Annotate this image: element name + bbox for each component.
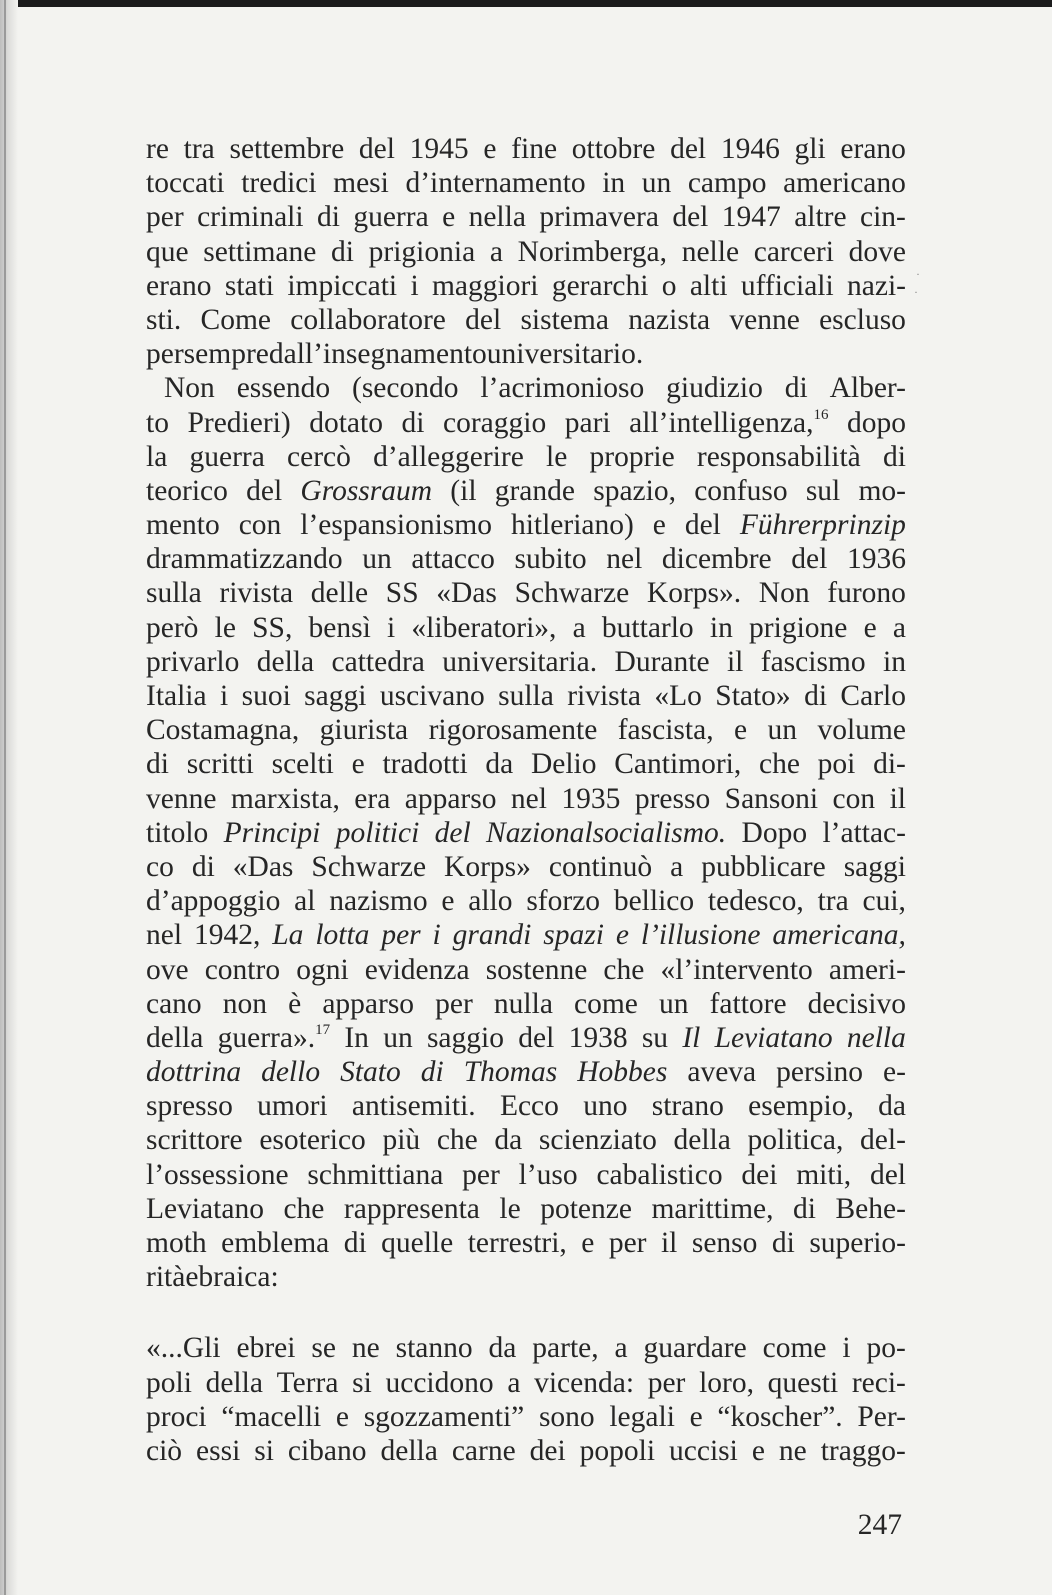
page-gutter-shadow	[0, 0, 18, 1595]
text-line: to Predieri) dotato di coraggio pari all’intelligenza,$^{16}$ dopo	[146, 406, 906, 439]
text-line: co di «Das Schwarze Korps» continuò a pubblicare saggi	[146, 850, 906, 883]
text-line: moth emblema di quelle terrestri, e per il senso di superio-	[146, 1227, 906, 1259]
text-line: mento con l’espansionismo hitleriano) e del Führerprinzip	[146, 509, 906, 542]
text-line: Leviatano che rappresenta le potenze marittime, di Behe-	[146, 1192, 906, 1225]
text-line: sti. Come collaboratore del sistema nazista venne escluso	[146, 303, 906, 336]
text-line: proci “macelli e sgozzamenti” sono legali e “koscher”. Per-	[146, 1400, 906, 1433]
body-text	[146, 132, 906, 1468]
text-line: rità ebraica:	[146, 1261, 279, 1294]
text-line: titolo Principi politici del Nazionalsocialismo. Dopo l’attac-	[146, 816, 906, 849]
text-line: la guerra cercò d’alleggerire le proprie responsabilità di	[146, 440, 906, 473]
text-line: dottrina dello Stato di Thomas Hobbes aveva persino e-	[146, 1056, 906, 1089]
text-line: l’ossessione schmittiana per l’uso cabalistico dei miti, del	[146, 1158, 906, 1191]
text-line: ove contro ogni evidenza sostenne che «l’intervento ameri-	[146, 953, 906, 986]
text-line: cano non è apparso per nulla come un fattore decisivo	[146, 987, 906, 1020]
text-line: sulla rivista delle SS «Das Schwarze Korps». Non furono	[146, 577, 906, 610]
paragraph-gap	[146, 1294, 906, 1331]
page-number: 247	[857, 1509, 902, 1541]
scan-top-edge	[0, 0, 1052, 7]
text-line: della guerra».$^{17}$ In un saggio del 1938 su Il Leviatano nella	[146, 1021, 906, 1054]
text-line: nel 1942, La lotta per i grandi spazi e l’illusione americana,	[146, 919, 906, 952]
text-line: di scritti scelti e tradotti da Delio Cantimori, che poi di-	[146, 748, 906, 781]
scan-speck: ·	[916, 267, 920, 281]
text-line: Italia i suoi saggi uscivano sulla rivista «Lo Stato» di Carlo	[146, 680, 906, 712]
text-line: Non essendo (secondo l’acrimonioso giudizio di Alber-	[164, 372, 906, 405]
text-line: ciò essi si cibano della carne dei popoli uccisi e ne traggo-	[146, 1434, 906, 1467]
text-line: per sempre dall’insegnamento universitario.	[146, 338, 644, 371]
text-line: toccati tredici mesi d’internamento in un campo americano	[146, 167, 906, 200]
text-line: drammatizzando un attacco subito nel dicembre del 1936	[146, 543, 906, 576]
text-line: poli della Terra si uccidono a vicenda: per loro, questi reci-	[146, 1366, 906, 1399]
text-line: teorico del Grossraum (il grande spazio, confuso sul mo-	[146, 474, 906, 507]
text-line: spresso umori antisemiti. Ecco uno strano esempio, da	[146, 1090, 906, 1123]
text-line: per criminali di guerra e nella primavera del 1947 altre cin-	[146, 201, 906, 234]
text-line: scrittore esoterico più che da scienziato della politica, del-	[146, 1124, 906, 1157]
text-line: «...Gli ebrei se ne stanno da parte, a guardare come i po-	[146, 1332, 906, 1365]
text-line: privarlo della cattedra universitaria. Durante il fascismo in	[146, 645, 906, 678]
text-line: que settimane di prigionia a Norimberga, nelle carceri dove	[146, 235, 906, 268]
page-gutter-line	[4, 0, 6, 1595]
text-line: venne marxista, era apparso nel 1935 presso Sansoni con il	[146, 782, 906, 815]
text-line: re tra settembre del 1945 e fine ottobre del 1946 gli erano	[146, 133, 906, 165]
text-line: d’appoggio al nazismo e allo sforzo bellico tedesco, tra cui,	[146, 885, 906, 918]
text-line: però le SS, bensì i «liberatori», a buttarlo in prigione e a	[146, 611, 906, 644]
scan-speck: ·	[914, 285, 918, 299]
text-line: Costamagna, giurista rigorosamente fascista, e un volume	[146, 714, 906, 747]
text-line: erano stati impiccati i maggiori gerarchi o alti ufficiali nazi-	[146, 269, 906, 302]
